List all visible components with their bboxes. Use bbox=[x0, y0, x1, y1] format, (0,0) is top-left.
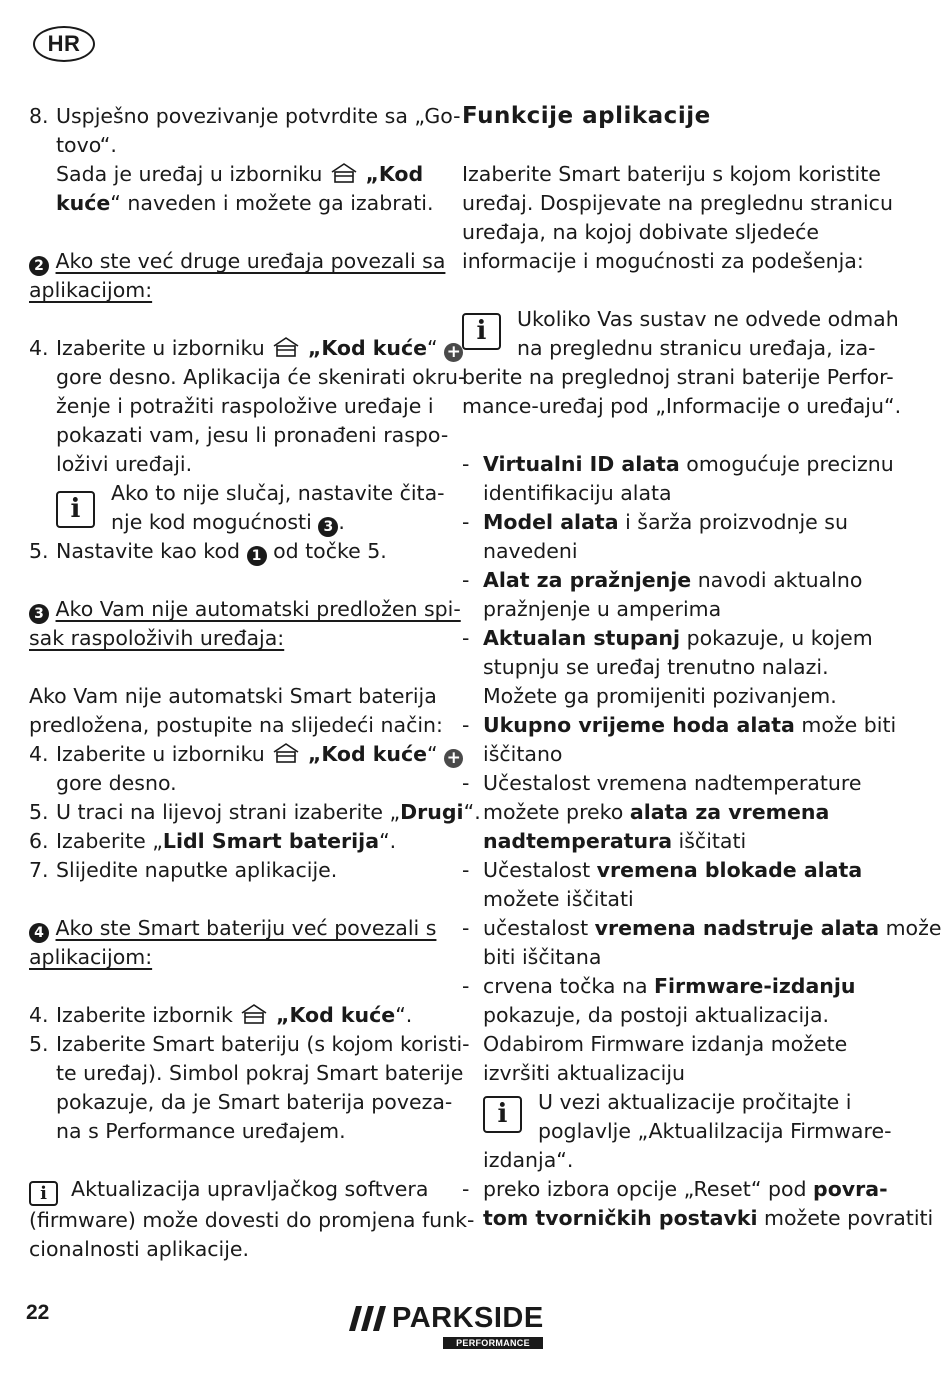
step-8-line-3: Sada je uređaj u izborniku „Kod bbox=[56, 162, 424, 186]
numbered-circle-icon: 3 bbox=[29, 604, 49, 624]
numbered-circle-icon: 4 bbox=[29, 923, 49, 943]
list-item: - crvena točka na Firmware-izdanju pokazuje, da postoji aktualizacija. Odabirom Firmware izdanja možete izvršiti aktualizaciju i U vezi aktualizacije pročitajte i poglavlje „Aktualilzacija Firmware- izdanja“. bbox=[462, 972, 882, 1175]
sec2-step-4-line-3: ženje i potražiti raspoložive uređaje i bbox=[56, 394, 434, 418]
sec2-step-4-line-1: 4. Izaberite u izborniku „Kod kuće“ + bbox=[29, 334, 439, 363]
language-badge: HR bbox=[33, 26, 95, 62]
sec2-step-4-line-4: pokazati vam, jesu li pronađeni raspo- bbox=[56, 423, 449, 447]
list-item: - Aktualan stupanj pokazuje, u kojem stupnju se uređaj trenutno nalazi. Možete ga promijeniti pozivanjem. bbox=[462, 626, 873, 708]
sec4-step-5-line-1: 5. Izaberite Smart bateriju (s kojom koristi- bbox=[29, 1032, 470, 1056]
brand-name: PARKSIDE bbox=[392, 1302, 544, 1334]
numbered-circle-icon: 1 bbox=[247, 546, 267, 566]
sec2-step-4-line-2: gore desno. Aplikacija će skenirati okru- bbox=[56, 365, 466, 389]
info-icon: i bbox=[56, 491, 95, 528]
list-item: - Ukupno vrijeme hoda alata može biti iščitano bbox=[462, 713, 897, 766]
numbered-circle-icon: 2 bbox=[29, 256, 49, 276]
plus-circle-icon: + bbox=[444, 749, 463, 768]
home-icon bbox=[329, 161, 359, 185]
sec2-step-5: 5. Nastavite kao kod 1 od točke 5. bbox=[29, 539, 387, 564]
list-item: - Učestalost vremena blokade alata možete iščitati bbox=[462, 858, 863, 911]
sec3-step-4-line-2: gore desno. bbox=[56, 771, 177, 795]
info-icon: i bbox=[29, 1181, 58, 1206]
sec3-step-5: 5. U traci na lijevoj strani izaberite „Drugi“. bbox=[29, 800, 481, 824]
section-3-heading-line-2: sak raspoloživih uređaja: bbox=[29, 626, 285, 650]
step-8-line-2: tovo“. bbox=[56, 133, 117, 157]
section-heading: Funkcije aplikacije bbox=[462, 103, 711, 129]
sec4-step-5-line-4: na s Performance uređajem. bbox=[56, 1119, 346, 1143]
sec3-step-6: 6. Izaberite „Lidl Smart baterija“. bbox=[29, 829, 397, 853]
intro-line-4: informacije i mogućnosti za podešenja: bbox=[462, 249, 864, 273]
page-number: 22 bbox=[26, 1301, 50, 1324]
firmware-note-line-1: i Aktualizacija upravljačkog softvera bbox=[29, 1175, 439, 1206]
info-icon: i bbox=[462, 313, 501, 350]
plus-circle-icon: + bbox=[444, 343, 463, 362]
list-item: - Virtualni ID alata omogućuje preciznu identifikaciju alata bbox=[462, 452, 894, 505]
step-8-line-4: kuće“ naveden i možete ga izabrati. bbox=[56, 191, 434, 215]
list-item: - učestalost vremena nadstruje alata može biti iščitana bbox=[462, 916, 942, 969]
list-item: - Model alata i šarža proizvodnje su navedeni bbox=[462, 510, 848, 563]
home-icon bbox=[271, 741, 301, 765]
step-8-line-1: 8. Uspješno povezivanje potvrdite sa „Go- bbox=[29, 104, 461, 128]
brand-slashes-icon bbox=[348, 1302, 388, 1334]
list-item: - preko izbora opcije „Reset“ pod povra- tom tvorničkih postavki možete povratiti bbox=[462, 1177, 934, 1230]
firmware-note-line-3: cionalnosti aplikacije. bbox=[29, 1237, 250, 1261]
numbered-circle-icon: 3 bbox=[318, 517, 338, 537]
sec3-paragraph-line-2: predložena, postupite na slijedeći način: bbox=[29, 713, 443, 737]
sec4-step-4: 4. Izaberite izbornik „Kod kuće“. bbox=[29, 1003, 413, 1027]
left-column bbox=[29, 102, 481, 1264]
list-item: - Učestalost vremena nadtemperature možete preko alata za vremena nadtemperatura iščitati bbox=[462, 771, 862, 853]
parkside-logo bbox=[348, 1302, 544, 1352]
brand-subline: PERFORMANCE bbox=[443, 1337, 543, 1349]
section-2-heading-line-2: aplikacijom: bbox=[29, 278, 153, 302]
right-column bbox=[462, 102, 942, 1233]
sec3-step-7: 7. Slijedite naputke aplikacije. bbox=[29, 858, 338, 882]
home-icon bbox=[239, 1002, 269, 1026]
home-icon bbox=[271, 335, 301, 359]
intro-line-3: uređaja, na kojoj dobivate sljedeće bbox=[462, 220, 819, 244]
sec2-info-note: i Ako to nije slučaj, nastavite čita- nje kod mogućnosti 3 . bbox=[29, 479, 439, 537]
section-2-heading: 2 Ako ste već druge uređaja povezali sa bbox=[29, 247, 439, 276]
section-4-heading: 4 Ako ste Smart bateriju već povezali s bbox=[29, 914, 439, 943]
sec3-step-4-line-1: 4. Izaberite u izborniku „Kod kuće“ + bbox=[29, 740, 439, 769]
section-3-heading: 3 Ako Vam nije automatski predložen spi- bbox=[29, 595, 439, 624]
sec4-step-5-line-3: pokazuje, da je Smart baterija poveza- bbox=[56, 1090, 453, 1114]
firmware-info-note: i U vezi aktualizacije pročitajte i poglavlje „Aktualilzacija Firmware- izdanja“. bbox=[483, 1090, 892, 1172]
intro-line-1: Izaberite Smart bateriju s kojom koristite bbox=[462, 162, 881, 186]
overview-info-note: i Ukoliko Vas sustav ne odvede odmah na preglednu stranicu uređaja, iza- berite na preglednoj strani baterije Perfor- mance-uređaj pod „Informacije o uređaju“. bbox=[462, 307, 902, 418]
firmware-note-line-2: (firmware) može dovesti do promjena funk- bbox=[29, 1208, 475, 1232]
list-item: - Alat za pražnjenje navodi aktualno pražnjenje u amperima bbox=[462, 568, 863, 621]
intro-line-2: uređaj. Dospijevate na preglednu stranicu bbox=[462, 191, 893, 215]
sec4-step-5-line-2: te uređaj). Simbol pokraj Smart baterije bbox=[56, 1061, 464, 1085]
info-icon: i bbox=[483, 1096, 522, 1133]
sec3-paragraph-line-1: Ako Vam nije automatski Smart baterija bbox=[29, 684, 437, 708]
section-4-heading-line-2: aplikacijom: bbox=[29, 945, 153, 969]
sec2-step-4-line-5: loživi uređaji. bbox=[56, 452, 193, 476]
